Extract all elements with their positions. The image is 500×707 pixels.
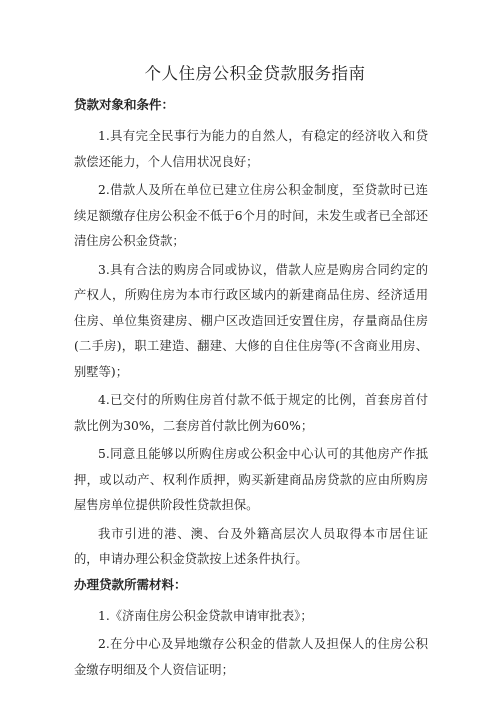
paragraph: 2.借款人及所在单位已建立住房公积金制度，至贷款时已连续足额缴存住房公积金不低于6个月的时间，未发生或者已全部还清住房公积金贷款； xyxy=(74,183,428,248)
section-loan-conditions xyxy=(74,96,428,573)
paragraph: 1.具有完全民事行为能力的自然人，有稳定的经济收入和贷款偿还能力，个人信用状况良好； xyxy=(74,129,428,169)
paragraph: 4.已交付的所购住房首付款不低于规定的比例，首套房首付款比例为30%，二套房首付款比例为60%； xyxy=(74,393,428,433)
paragraph: 3.具有合法的购房合同或协议，借款人应是购房合同约定的产权人，所购住房为本市行政区域内的新建商品住房、经济适用住房、单位集资建房、棚户区改造回迁安置住房，存量商品住房(二手房)，职工建造、翻建、大修的自住住房等(不含商业用房、别墅等)； xyxy=(74,262,428,379)
paragraph: 5.同意且能够以所购住房或公积金中心认可的其他房产作抵押，或以动产、权利作质押，购买新建商品房贷款的应由所购房屋售房单位提供阶段性贷款担保。 xyxy=(74,447,428,512)
paragraph: 1.《济南住房公积金贷款申请审批表》； xyxy=(98,608,313,623)
section-heading: 贷款对象和条件： xyxy=(74,97,175,112)
section-required-materials xyxy=(74,576,428,684)
paragraph: 2.在分中心及异地缴存公积金的借款人及担保人的住房公积金缴存明细及个人资信证明； xyxy=(74,637,428,677)
document-title: 个人住房公积金贷款服务指南 xyxy=(144,64,366,83)
paragraph: 我市引进的港、澳、台及外籍高层次人员取得本市居住证的，申请办理公积金贷款按上述条件执行。 xyxy=(74,526,428,566)
section-heading: 办理贷款所需材料： xyxy=(74,576,187,592)
